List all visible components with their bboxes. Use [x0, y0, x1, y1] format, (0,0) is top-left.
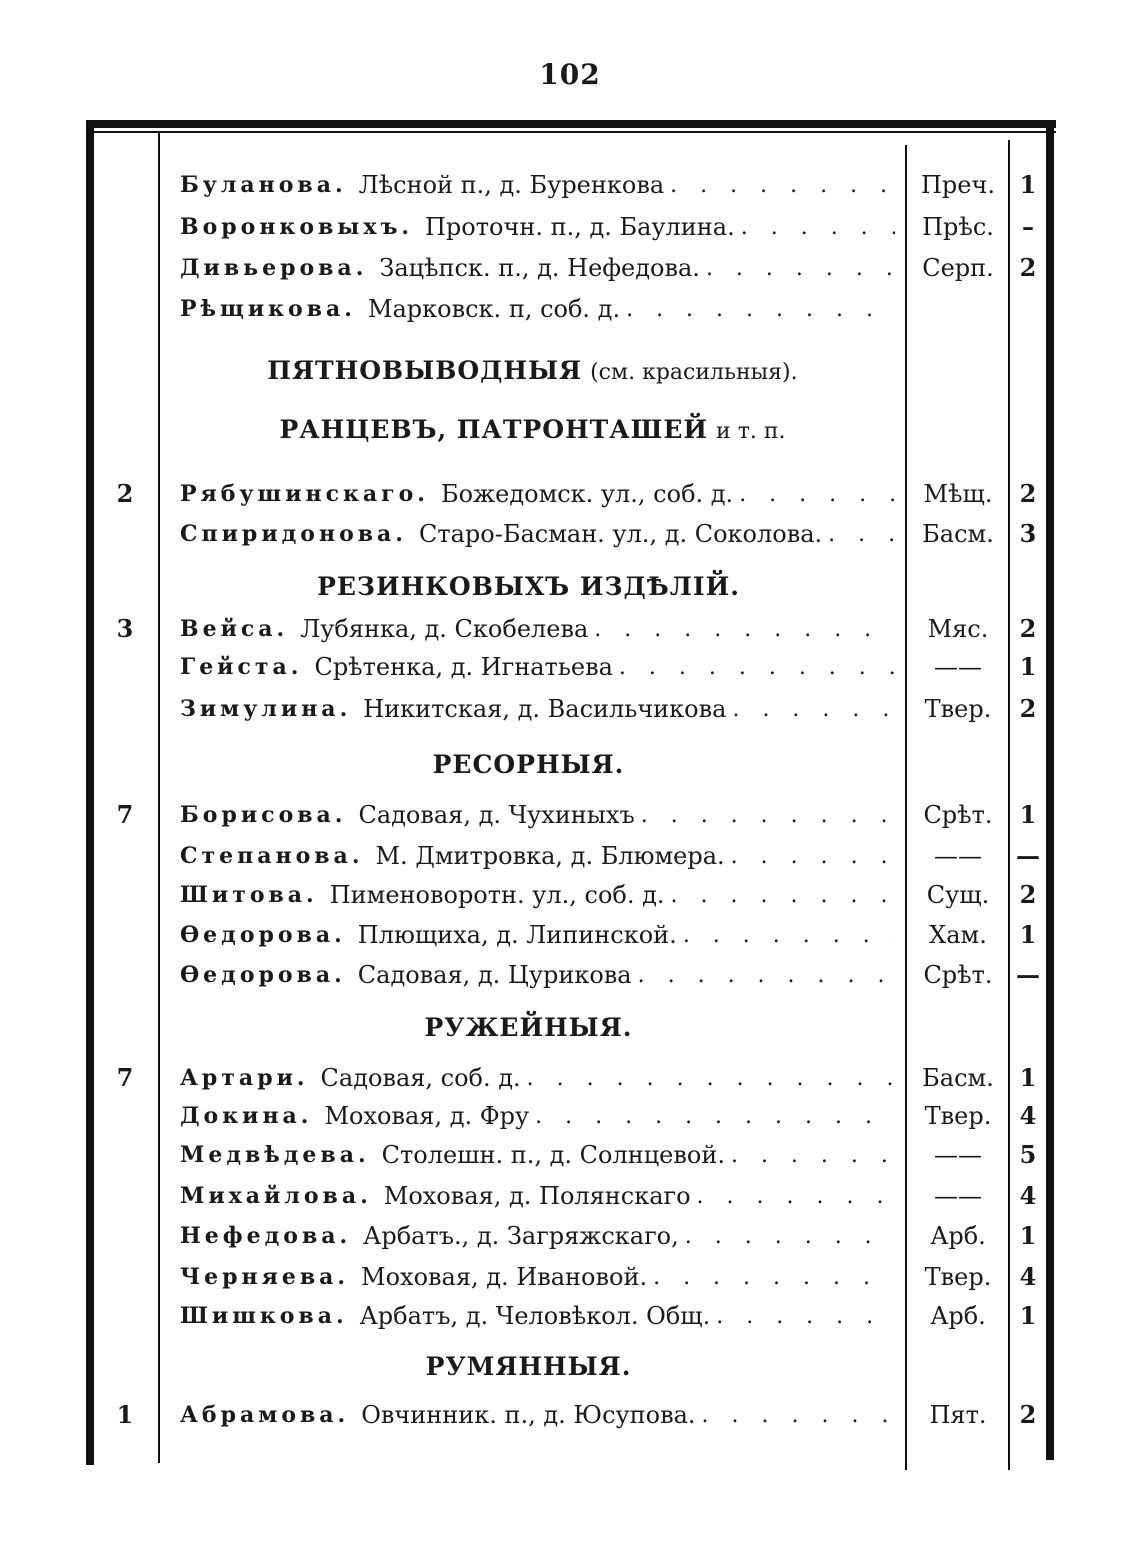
leader-dots: [731, 844, 895, 869]
row-address: Никитская, д. Васильчикова: [363, 695, 727, 723]
row-name: Артари.: [180, 1065, 309, 1091]
row-district: Твер.: [924, 1263, 992, 1291]
leader-dots: [670, 173, 895, 198]
row-number: 1: [1019, 1301, 1037, 1330]
row-number: 3: [1019, 519, 1037, 548]
row-district: Срѣт.: [923, 961, 993, 989]
row-entry: [180, 837, 895, 875]
row-entry: [180, 690, 895, 728]
row-address: Арбатъ, д. Человѣкол. Общ.: [359, 1302, 711, 1330]
row-entry: [180, 956, 895, 994]
table-row: [0, 1396, 1140, 1434]
row-address: Проточн. п., д. Баулина.: [424, 213, 735, 241]
row-name: Рѣщикова.: [180, 296, 356, 322]
leader-dots: [671, 883, 895, 908]
row-district: Басм.: [922, 520, 994, 548]
row-district: Мяс.: [927, 615, 989, 643]
leader-dots: [706, 256, 895, 281]
table-row: [0, 916, 1140, 954]
leader-dots: [535, 1104, 895, 1129]
table-row: [0, 690, 1140, 728]
row-number: 2: [1019, 694, 1037, 723]
leader-dots: [683, 923, 895, 948]
heading-title: РУМЯННЫЯ.: [425, 1352, 632, 1381]
row-number: 2: [1019, 1400, 1037, 1429]
table-row: [0, 515, 1140, 553]
leader-dots: [619, 655, 895, 680]
leader-dots: [626, 297, 895, 322]
table-row: [0, 1217, 1140, 1255]
row-district: Хам.: [929, 921, 987, 949]
leader-dots: [594, 617, 895, 642]
row-name: Борисова.: [180, 802, 347, 828]
row-name: Воронковыхъ.: [180, 214, 413, 240]
row-address: Арбатъ., д. Загряжскаго,: [363, 1222, 679, 1250]
row-district: Пят.: [929, 1401, 987, 1429]
row-address: Садовая, д. Цурикова: [357, 961, 632, 989]
row-address: Моховая, д. Полянскаго: [383, 1182, 691, 1210]
row-address: Срѣтенка, д. Игнатьева: [314, 653, 613, 681]
table-row: [0, 1097, 1140, 1135]
row-name: Гейста.: [180, 654, 303, 680]
leader-dots: [697, 1184, 895, 1209]
row-address: Божедомск. ул., соб. д.: [440, 480, 734, 508]
heading-title: РЕЗИНКОВЫХЪ ИЗДѢЛІЙ.: [317, 572, 740, 601]
table-row: [0, 610, 1140, 648]
row-entry: [180, 916, 895, 954]
row-count: 2: [116, 479, 134, 508]
row-number: 4: [1019, 1262, 1037, 1291]
leader-dots: [732, 697, 895, 722]
row-entry: [180, 1396, 895, 1434]
row-number: —: [1016, 841, 1040, 870]
row-entry: [180, 515, 895, 553]
row-number: 2: [1019, 614, 1037, 643]
table-row: [0, 956, 1140, 994]
row-entry: [180, 1097, 895, 1135]
table-row: [0, 1177, 1140, 1215]
section-heading: [160, 1347, 905, 1389]
row-district: Твер.: [924, 1102, 992, 1130]
row-name: Өедорова.: [180, 922, 346, 948]
row-district: ——: [934, 842, 982, 870]
row-name: Рябушинскаго.: [180, 481, 429, 507]
row-district: ——: [934, 653, 982, 681]
row-entry: [180, 1297, 895, 1335]
row-number: 4: [1019, 1101, 1037, 1130]
leader-dots: [702, 1403, 895, 1428]
row-district: Арб.: [930, 1302, 986, 1330]
table-row: [0, 290, 1140, 328]
heading-title: РАНЦЕВЪ, ПАТРОНТАШЕЙ: [279, 415, 709, 444]
section-heading: [160, 567, 905, 609]
row-count: 7: [116, 800, 134, 829]
page-number: 102: [539, 58, 601, 91]
leader-dots: [741, 215, 895, 240]
table-row: [0, 1059, 1140, 1097]
row-count: 1: [116, 1400, 134, 1429]
row-name: Нефедова.: [180, 1223, 352, 1249]
row-name: Абрамова.: [180, 1402, 350, 1428]
row-number: 1: [1019, 920, 1037, 949]
row-address: М. Дмитровка, д. Блюмера.: [375, 842, 725, 870]
row-name: Медвѣдева.: [180, 1142, 370, 1168]
leader-dots: [731, 1143, 895, 1168]
row-district: Срѣт.: [923, 801, 993, 829]
row-entry: [180, 610, 895, 648]
table-row: [0, 837, 1140, 875]
heading-title: ПЯТНОВЫВОДНЫЯ: [267, 356, 583, 385]
row-address: Овчинник. п., д. Юсупова.: [361, 1401, 696, 1429]
row-number: 1: [1019, 1221, 1037, 1250]
row-name: Буланова.: [180, 172, 347, 198]
row-name: Зимулина.: [180, 696, 352, 722]
row-address: Пименоворотн. ул., соб. д.: [329, 881, 665, 909]
leader-dots: [638, 963, 895, 988]
row-address: Лѣсной п., д. Буренкова: [358, 171, 665, 199]
row-name: Шитова.: [180, 882, 318, 908]
section-heading: [160, 1008, 905, 1050]
row-number: –: [1022, 212, 1034, 241]
row-name: Шишкова.: [180, 1303, 348, 1329]
row-name: Докина.: [180, 1103, 313, 1129]
row-address: Моховая, д. Фру: [324, 1102, 530, 1130]
table-row: [0, 1136, 1140, 1174]
heading-note: (см. красильныя).: [590, 360, 798, 385]
row-district: ——: [934, 1182, 982, 1210]
row-entry: [180, 1217, 895, 1255]
row-address: Моховая, д. Ивановой.: [361, 1263, 648, 1291]
row-district: Прѣс.: [922, 213, 994, 241]
leader-dots: [739, 482, 895, 507]
row-address: Плющиха, д. Липинской.: [357, 921, 677, 949]
row-number: 5: [1019, 1140, 1037, 1169]
row-address: Садовая, д. Чухиныхъ: [358, 801, 635, 829]
row-number: 4: [1019, 1181, 1037, 1210]
row-name: Спиридонова.: [180, 521, 407, 547]
row-name: Дивьерова.: [180, 255, 368, 281]
row-entry: [180, 475, 895, 513]
row-district: Твер.: [924, 695, 992, 723]
row-count: 3: [116, 614, 134, 643]
row-district: Сущ.: [926, 881, 990, 909]
heading-title: РУЖЕЙНЫЯ.: [424, 1013, 633, 1042]
table-row: [0, 166, 1140, 204]
row-address: Старо-Басман. ул., д. Соколова.: [418, 520, 823, 548]
section-heading: [160, 410, 905, 452]
row-entry: [180, 1136, 895, 1174]
row-entry: [180, 166, 895, 204]
row-number: 1: [1019, 170, 1037, 199]
row-number: 2: [1019, 479, 1037, 508]
table-row: [0, 876, 1140, 914]
row-name: Черняева.: [180, 1264, 350, 1290]
row-number: 1: [1019, 1063, 1037, 1092]
section-heading: [160, 351, 905, 393]
row-number: —: [1016, 960, 1040, 989]
row-entry: [180, 249, 895, 287]
row-number: 2: [1019, 253, 1037, 282]
row-entry: [180, 1059, 895, 1097]
row-entry: [180, 1258, 895, 1296]
table-row: [0, 1258, 1140, 1296]
section-heading: [160, 745, 905, 787]
row-address: Лубянка, д. Скобелева: [300, 615, 589, 643]
row-name: Степанова.: [180, 843, 364, 869]
leader-dots: [641, 803, 895, 828]
top-rule-thin: [86, 131, 1056, 133]
table-row: [0, 796, 1140, 834]
row-entry: [180, 208, 895, 246]
leader-dots: [653, 1265, 895, 1290]
table-row: [0, 208, 1140, 246]
row-address: Садовая, соб. д.: [320, 1064, 521, 1092]
row-district: Арб.: [930, 1222, 986, 1250]
table-row: [0, 648, 1140, 686]
table-row: [0, 1297, 1140, 1335]
row-district: Басм.: [922, 1064, 994, 1092]
leader-dots: [828, 522, 895, 547]
row-entry: [180, 876, 895, 914]
row-name: Вейса.: [180, 616, 289, 642]
top-rule: [86, 120, 1056, 128]
row-entry: [180, 290, 895, 328]
leader-dots: [527, 1066, 895, 1091]
heading-title: РЕСОРНЫЯ.: [432, 750, 625, 779]
row-count: 7: [116, 1063, 134, 1092]
row-number: 1: [1019, 800, 1037, 829]
row-district: Мѣщ.: [923, 480, 993, 508]
row-name: Михайлова.: [180, 1183, 372, 1209]
row-entry: [180, 796, 895, 834]
row-address: Зацѣпск. п., д. Нефедова.: [379, 254, 700, 282]
row-district: ——: [934, 1141, 982, 1169]
row-district: Серп.: [922, 254, 994, 282]
row-address: Столешн. п., д. Солнцевой.: [381, 1141, 725, 1169]
row-number: 2: [1019, 880, 1037, 909]
heading-note: и т. п.: [716, 419, 786, 444]
leader-dots: [685, 1224, 895, 1249]
table-row: [0, 249, 1140, 287]
row-entry: [180, 1177, 895, 1215]
row-address: Марковск. п, соб. д.: [367, 295, 621, 323]
leader-dots: [716, 1304, 895, 1329]
row-district: Преч.: [921, 171, 995, 199]
row-number: 1: [1019, 652, 1037, 681]
row-entry: [180, 648, 895, 686]
row-name: Өедорова.: [180, 962, 346, 988]
table-row: [0, 475, 1140, 513]
